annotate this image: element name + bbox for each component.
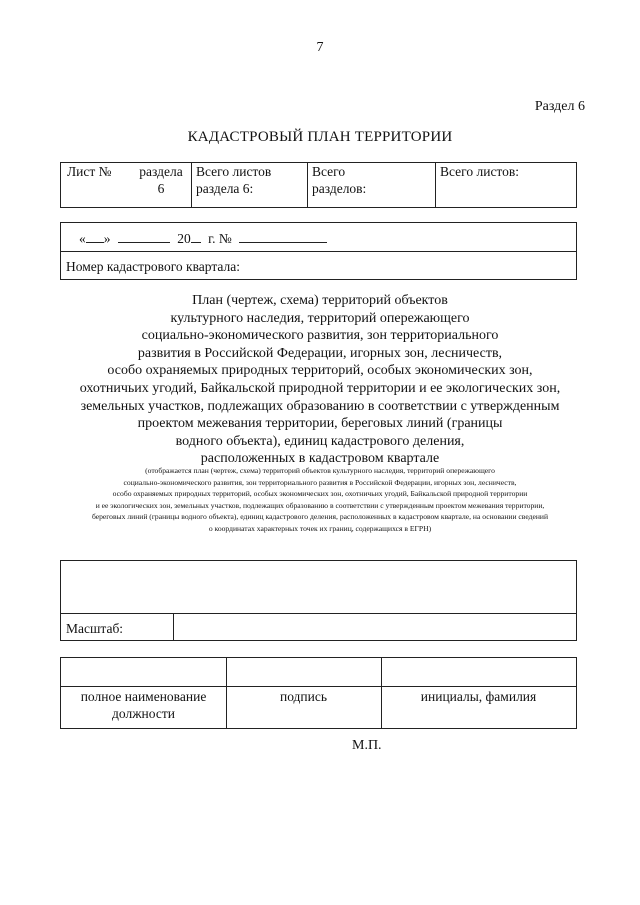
- plan-title-line: расположенных в кадастровом квартале: [200, 451, 440, 467]
- table-divider: [61, 613, 576, 614]
- plan-note-line: и ее экологических зон, земельных участков, подлежащих образованию в соответствии с утвержденным проектом межевания территории,: [95, 500, 545, 510]
- table-divider: [173, 613, 174, 640]
- document-title: КАДАСТРОВЫЙ ПЛАН ТЕРРИТОРИИ: [187, 129, 453, 145]
- sections-total-label: Всего разделов:: [312, 164, 367, 196]
- section-sheets-total-label: Всего листов раздела 6:: [196, 164, 272, 196]
- stamp-place-label: М.П.: [352, 738, 382, 753]
- plan-note-line: о координатах характерных точек их границ, содержащихся в ЕГРН): [208, 523, 432, 533]
- year-blank: [191, 230, 201, 243]
- day-blank: [86, 230, 104, 243]
- section-label: Раздел 6: [534, 99, 585, 114]
- signature-label: подпись: [279, 689, 328, 704]
- sheets-total-label: Всего листов:: [440, 164, 520, 179]
- full-name-label: инициалы, фамилия: [420, 689, 537, 704]
- page-number: 7: [316, 40, 324, 55]
- sheet-info-table: [60, 162, 577, 208]
- number-label: г. №: [208, 231, 232, 246]
- plan-title-line: проектом межевания территории, береговых линий (границы: [137, 416, 503, 432]
- table-divider: [61, 251, 576, 252]
- plan-note-line: социально-экономического развития, зон территориального развития в Российской Федерации, игорных зон, лесничеств,: [123, 477, 517, 487]
- table-divider: [435, 163, 436, 207]
- plan-drawing-area: [60, 560, 577, 641]
- signature-table: [60, 657, 577, 729]
- plan-title-line: развития в Российской Федерации, игорных зон, лесничеств,: [137, 345, 503, 361]
- date-quarter-table: [60, 222, 577, 280]
- plan-title: [79, 292, 561, 468]
- plan-title-line: особо охраняемых природных территорий, особых экономических зон,: [107, 363, 533, 379]
- cadastral-quarter-label: Номер кадастрового квартала:: [66, 259, 240, 274]
- month-blank: [118, 230, 170, 243]
- plan-title-line: охотничьих угодий, Байкальской природной территории и ее экологических зон,: [79, 380, 561, 396]
- plan-note: [82, 465, 558, 535]
- year-century: 20: [177, 231, 191, 246]
- plan-title-line: социально-экономического развития, зон территориального: [141, 328, 499, 344]
- number-blank: [239, 230, 327, 243]
- table-divider: [61, 686, 576, 687]
- position-label: полное наименование должности: [80, 689, 207, 721]
- table-divider: [191, 163, 192, 207]
- plan-title-line: План (чертеж, схема) территорий объектов: [192, 293, 448, 308]
- plan-note-line: береговых линий (границы водного объекта), единиц кадастрового деления, расположенных в кадастровом квартале, на основании сведений: [91, 512, 549, 522]
- close-quote: »: [103, 231, 111, 246]
- plan-title-line: культурного наследия, территорий опережающего: [170, 310, 470, 326]
- section-number-label: раздела 6: [139, 164, 183, 196]
- plan-note-line: (отображается план (чертеж, схема) территорий объектов культурного наследия, территорий опережающего: [145, 466, 495, 475]
- sheet-number-label: Лист №: [67, 164, 112, 179]
- plan-note-line: особо охраняемых природных территорий, особых экономических зон, охотничьих угодий, Байкальской природной территории: [112, 489, 528, 499]
- plan-title-line: водного объекта), единиц кадастрового деления,: [175, 433, 465, 449]
- plan-title-line: земельных участков, подлежащих образованию в соответствии с утвержденным: [80, 398, 560, 414]
- open-quote: «: [79, 231, 86, 246]
- table-divider: [307, 163, 308, 207]
- scale-label: Масштаб:: [66, 621, 124, 636]
- date-line: [79, 230, 327, 247]
